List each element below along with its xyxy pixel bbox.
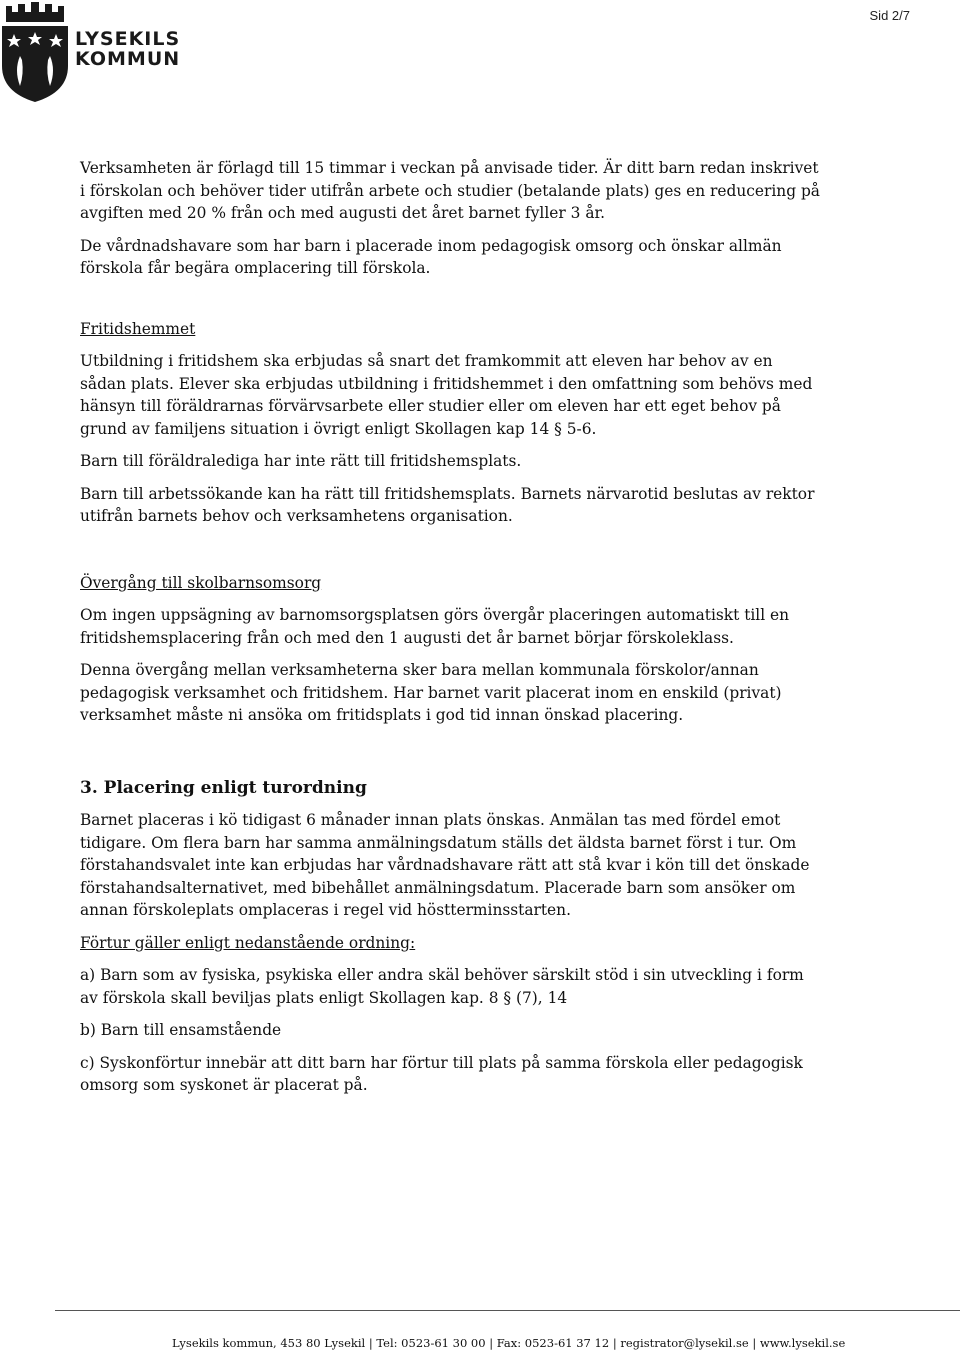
paragraph-uppsagning: Om ingen uppsägning av barnomsorgsplatsen görs övergår placeringen automatiskt till en fritidshemsplacering från och med den 1 augusti det år barnet börjar förskoleklass. [80,606,790,647]
paragraph-overgang-verksamheter: Denna övergång mellan verksamheterna sker bara mellan kommunala förskolor/annan pedagogisk verksamhet och fritidshem. Har barnet varit placerat inom en enskild (privat) verksamhet måste ni ansöka om fritidsplats i god tid innan önskad placering. [80,661,782,724]
logo-text-line1: LYSEKILS [75,28,181,50]
municipality-logo [0,0,190,104]
coat-of-arms-icon [0,0,70,104]
paragraph-foraldralediga: Barn till föräldralediga har inte rätt till fritidshemsplats. [80,452,522,470]
logo-text-line2: KOMMUN [75,48,181,70]
heading-overgang: Övergång till skolbarnsomsorg [80,573,322,592]
list-item-b: b) Barn till ensamstående [80,1021,282,1039]
paragraph-omplacering: De vårdnadshavare som har barn i placerade inom pedagogisk omsorg och önskar allmän förskola får begära omplacering till förskola. [80,236,782,277]
list-item-a: a) Barn som av fysiska, psykiska eller andra skäl behöver särskilt stöd i sin utveckling i form av förskola skall beviljas plats enligt Skollagen kap. 8 § (7), 14 [80,966,804,1007]
footer-divider [55,1310,960,1311]
heading-fritidshemmet: Fritidshemmet [80,319,196,338]
paragraph-arbetssokande: Barn till arbetssökande kan ha rätt till fritidshemsplats. Barnets närvarotid beslutas av rektor utifrån barnets behov och verksamhetens organisation. [80,484,815,525]
document-body [80,157,820,1107]
heading-fortur: Förtur gäller enligt nedanstående ordning: [80,933,416,952]
list-item-c: c) Syskonförtur innebär att ditt barn har förtur till plats på samma förskola eller pedagogisk omsorg som syskonet är placerat på. [80,1053,803,1094]
page-number: Sid 2/7 [869,8,910,23]
paragraph-allman-forskola: Verksamheten är förlagd till 15 timmar i veckan på anvisade tider. Är ditt barn redan inskrivet i förskolan och behöver tider utifrån arbete och studier (betalande plats) ges en reducering på avgiften med 20 % från och med augusti det året barnet fyller 3 år. [80,159,820,222]
paragraph-ko: Barnet placeras i kö tidigast 6 månader innan plats önskas. Anmälan tas med fördel emot tidigare. Om flera barn har samma anmälningsdatum ställs det äldsta barnet först i tur. Om förstahandsvalet inte kan erbjudas har vårdnadshavare rätt att stå kvar i kön till det önskade förstahandsalternativet, med bibehållet anmälningsdatum. Placerade barn som ansöker om annan förskoleplats omplaceras i regel vid höstterminsstarten. [80,811,810,919]
heading-placering: 3. Placering enligt turordning [80,777,367,798]
footer-contact: Lysekils kommun, 453 80 Lysekil | Tel: 0523-61 30 00 | Fax: 0523-61 37 12 | registrator@lysekil.se | www.lysekil.se [172,1336,846,1350]
paragraph-fritidshem-utbildning: Utbildning i fritidshem ska erbjudas så snart det framkommit att eleven har behov av en sådan plats. Elever ska erbjudas utbildning i fritidshemmet i den omfattning som behövs med hänsyn till föräldrarnas förvärvsarbete eller studier eller om eleven har ett eget behov på grund av familjens situation i övrigt enligt Skollagen kap 14 § 5-6. [80,352,813,438]
